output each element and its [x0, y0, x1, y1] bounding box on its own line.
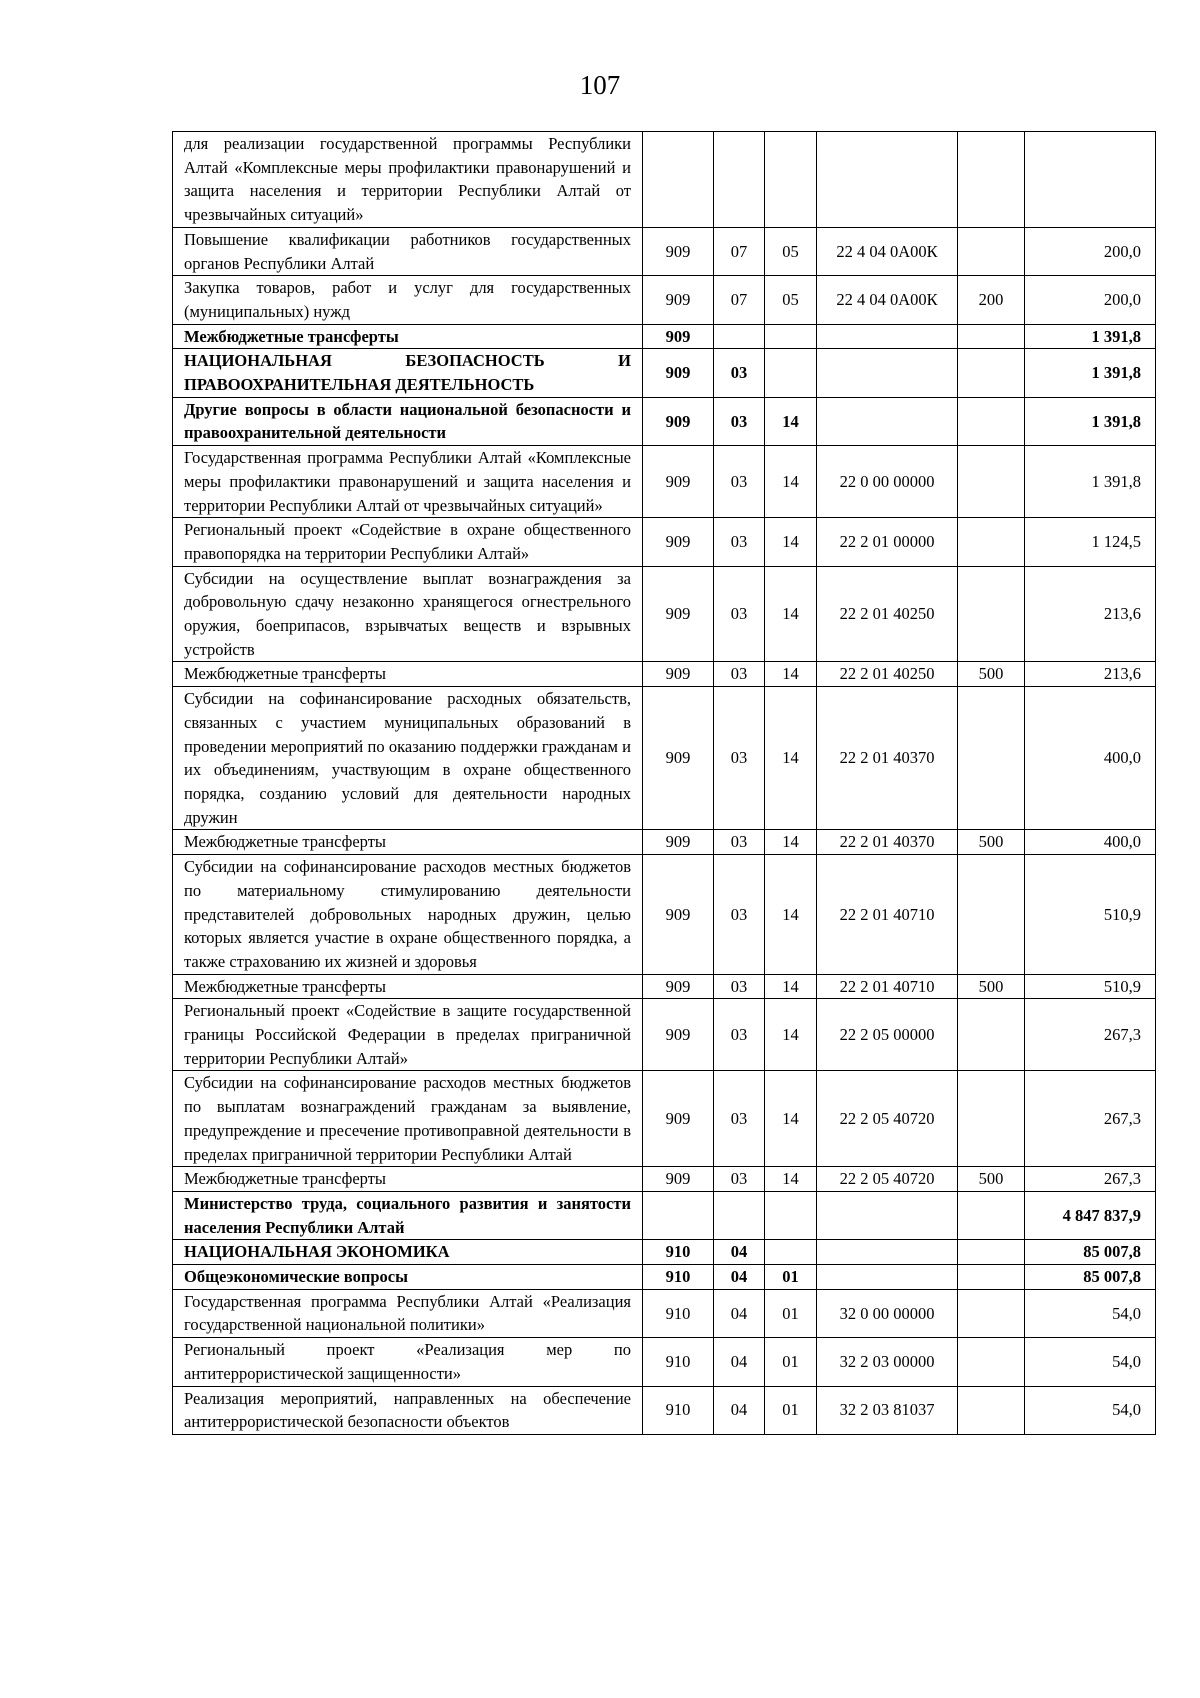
amount: 510,9: [1025, 855, 1156, 975]
target-article-code: 22 2 01 40370: [817, 687, 958, 830]
org-code: [643, 1191, 714, 1239]
amount: 267,3: [1025, 999, 1156, 1071]
target-article-code: 22 4 04 0А00К: [817, 227, 958, 275]
subsection-code: 14: [765, 855, 817, 975]
expense-type-code: [958, 324, 1025, 349]
amount: 1 391,8: [1025, 446, 1156, 518]
amount: 510,9: [1025, 974, 1156, 999]
expense-type-code: [958, 446, 1025, 518]
table-row: [173, 132, 1156, 228]
org-code: 910: [643, 1265, 714, 1290]
subsection-code: 14: [765, 662, 817, 687]
budget-table: [172, 131, 1156, 1435]
table-row: [173, 276, 1156, 324]
table-row: [173, 1071, 1156, 1167]
table-row: [173, 1191, 1156, 1239]
org-code: 909: [643, 397, 714, 445]
org-code: 909: [643, 276, 714, 324]
subsection-code: 14: [765, 397, 817, 445]
subsection-code: 14: [765, 1071, 817, 1167]
subsection-code: 01: [765, 1265, 817, 1290]
expense-type-code: [958, 518, 1025, 566]
row-description: Региональный проект «Содействие в охране общественного правопорядка на территории Республики Алтай»: [173, 518, 643, 566]
org-code: 910: [643, 1386, 714, 1434]
subsection-code: 14: [765, 974, 817, 999]
amount: 54,0: [1025, 1289, 1156, 1337]
row-description: для реализации государственной программы Республики Алтай «Комплексные меры профилактики правонарушений и защита населения и территории Республики Алтай от чрезвычайных ситуаций»: [173, 132, 643, 228]
subsection-code: [765, 1240, 817, 1265]
section-code: 03: [714, 446, 765, 518]
table-row: [173, 1240, 1156, 1265]
expense-type-code: [958, 999, 1025, 1071]
table-row: [173, 324, 1156, 349]
section-code: 03: [714, 1071, 765, 1167]
org-code: 909: [643, 1071, 714, 1167]
amount: 213,6: [1025, 662, 1156, 687]
section-code: 04: [714, 1265, 765, 1290]
table-row: [173, 1265, 1156, 1290]
section-code: 07: [714, 276, 765, 324]
section-code: 03: [714, 999, 765, 1071]
amount: 267,3: [1025, 1167, 1156, 1192]
org-code: 910: [643, 1338, 714, 1386]
expense-type-code: [958, 1289, 1025, 1337]
row-description: Межбюджетные трансферты: [173, 830, 643, 855]
target-article-code: 32 2 03 81037: [817, 1386, 958, 1434]
org-code: 909: [643, 566, 714, 662]
amount: 200,0: [1025, 227, 1156, 275]
table-row: [173, 855, 1156, 975]
section-code: 03: [714, 1167, 765, 1192]
target-article-code: 22 2 01 00000: [817, 518, 958, 566]
subsection-code: 14: [765, 566, 817, 662]
expense-type-code: [958, 132, 1025, 228]
table-row: [173, 349, 1156, 397]
org-code: 909: [643, 999, 714, 1071]
subsection-code: 14: [765, 446, 817, 518]
table-row: [173, 662, 1156, 687]
expense-type-code: [958, 349, 1025, 397]
org-code: [643, 132, 714, 228]
row-description: Субсидии на осуществление выплат вознаграждения за добровольную сдачу незаконно хранящегося огнестрельного оружия, боеприпасов, взрывчатых веществ и взрывных устройств: [173, 566, 643, 662]
target-article-code: 32 0 00 00000: [817, 1289, 958, 1337]
section-code: 03: [714, 397, 765, 445]
table-row: [173, 999, 1156, 1071]
expense-type-code: [958, 227, 1025, 275]
section-code: 03: [714, 518, 765, 566]
amount: 85 007,8: [1025, 1265, 1156, 1290]
subsection-code: 05: [765, 227, 817, 275]
target-article-code: [817, 1191, 958, 1239]
subsection-code: 01: [765, 1386, 817, 1434]
row-description: Межбюджетные трансферты: [173, 1167, 643, 1192]
table-row: [173, 1386, 1156, 1434]
table-row: [173, 227, 1156, 275]
row-description: Региональный проект «Содействие в защите государственной границы Российской Федерации в пределах приграничной территории Республики Алтай»: [173, 999, 643, 1071]
section-code: 04: [714, 1338, 765, 1386]
target-article-code: 22 2 05 40720: [817, 1071, 958, 1167]
amount: 1 391,8: [1025, 349, 1156, 397]
amount: [1025, 132, 1156, 228]
expense-type-code: [958, 1338, 1025, 1386]
row-description: Министерство труда, социального развития и занятости населения Республики Алтай: [173, 1191, 643, 1239]
org-code: 909: [643, 227, 714, 275]
amount: 4 847 837,9: [1025, 1191, 1156, 1239]
org-code: 909: [643, 446, 714, 518]
table-row: [173, 830, 1156, 855]
section-code: 04: [714, 1289, 765, 1337]
target-article-code: 22 2 05 00000: [817, 999, 958, 1071]
section-code: 04: [714, 1386, 765, 1434]
target-article-code: [817, 349, 958, 397]
org-code: 909: [643, 687, 714, 830]
section-code: 03: [714, 566, 765, 662]
target-article-code: [817, 1265, 958, 1290]
amount: 200,0: [1025, 276, 1156, 324]
section-code: [714, 324, 765, 349]
table-row: [173, 1289, 1156, 1337]
section-code: [714, 1191, 765, 1239]
section-code: [714, 132, 765, 228]
target-article-code: 22 2 05 40720: [817, 1167, 958, 1192]
section-code: 03: [714, 830, 765, 855]
org-code: 909: [643, 830, 714, 855]
section-code: 03: [714, 974, 765, 999]
table-row: [173, 1338, 1156, 1386]
target-article-code: [817, 132, 958, 228]
row-description: Субсидии на софинансирование расходов местных бюджетов по материальному стимулированию деятельности представителей добровольных народных дружин, целью которых является участие в охране общественного порядка, а также страхованию их жизней и здоровья: [173, 855, 643, 975]
subsection-code: 14: [765, 1167, 817, 1192]
section-code: 03: [714, 687, 765, 830]
row-description: Реализация мероприятий, направленных на обеспечение антитеррористической безопасности объектов: [173, 1386, 643, 1434]
org-code: 909: [643, 518, 714, 566]
row-description: Государственная программа Республики Алтай «Реализация государственной национальной политики»: [173, 1289, 643, 1337]
target-article-code: 22 2 01 40250: [817, 566, 958, 662]
amount: 267,3: [1025, 1071, 1156, 1167]
table-row: [173, 397, 1156, 445]
expense-type-code: 500: [958, 1167, 1025, 1192]
amount: 85 007,8: [1025, 1240, 1156, 1265]
expense-type-code: [958, 1265, 1025, 1290]
expense-type-code: 500: [958, 662, 1025, 687]
org-code: 910: [643, 1240, 714, 1265]
row-description: Закупка товаров, работ и услуг для государственных (муниципальных) нужд: [173, 276, 643, 324]
target-article-code: [817, 397, 958, 445]
org-code: 910: [643, 1289, 714, 1337]
subsection-code: 14: [765, 999, 817, 1071]
row-description: Региональный проект «Реализация мер по антитеррористической защищенности»: [173, 1338, 643, 1386]
row-description: НАЦИОНАЛЬНАЯ ЭКОНОМИКА: [173, 1240, 643, 1265]
row-description: Субсидии на софинансирование расходных обязательств, связанных с участием муниципальных образований в проведении мероприятий по оказанию поддержки гражданам и их объединениям, участвующим в охране общественного порядка, созданию условий для деятельности народных дружин: [173, 687, 643, 830]
subsection-code: 05: [765, 276, 817, 324]
amount: 400,0: [1025, 830, 1156, 855]
row-description: Межбюджетные трансферты: [173, 662, 643, 687]
expense-type-code: [958, 1071, 1025, 1167]
row-description: Повышение квалификации работников государственных органов Республики Алтай: [173, 227, 643, 275]
table-row: [173, 566, 1156, 662]
amount: 1 391,8: [1025, 397, 1156, 445]
budget-table-body: [173, 132, 1156, 1435]
expense-type-code: [958, 397, 1025, 445]
target-article-code: [817, 1240, 958, 1265]
table-row: [173, 446, 1156, 518]
subsection-code: 14: [765, 687, 817, 830]
table-row: [173, 974, 1156, 999]
amount: 213,6: [1025, 566, 1156, 662]
amount: 54,0: [1025, 1338, 1156, 1386]
expense-type-code: [958, 1191, 1025, 1239]
expense-type-code: [958, 855, 1025, 975]
section-code: 03: [714, 855, 765, 975]
org-code: 909: [643, 662, 714, 687]
amount: 1 391,8: [1025, 324, 1156, 349]
target-article-code: 22 0 00 00000: [817, 446, 958, 518]
expense-type-code: 500: [958, 830, 1025, 855]
section-code: 07: [714, 227, 765, 275]
table-row: [173, 518, 1156, 566]
target-article-code: 22 2 01 40370: [817, 830, 958, 855]
row-description: Общеэкономические вопросы: [173, 1265, 643, 1290]
target-article-code: 32 2 03 00000: [817, 1338, 958, 1386]
subsection-code: 14: [765, 830, 817, 855]
target-article-code: [817, 324, 958, 349]
page-number: 107: [579, 70, 621, 100]
section-code: 03: [714, 349, 765, 397]
subsection-code: 14: [765, 518, 817, 566]
target-article-code: 22 4 04 0А00К: [817, 276, 958, 324]
row-description: Субсидии на софинансирование расходов местных бюджетов по выплатам вознаграждений гражданам за выявление, предупреждение и пресечение противоправной деятельности в пределах приграничной территории Республики Алтай: [173, 1071, 643, 1167]
row-description: НАЦИОНАЛЬНАЯ БЕЗОПАСНОСТЬ И ПРАВООХРАНИТЕЛЬНАЯ ДЕЯТЕЛЬНОСТЬ: [173, 349, 643, 397]
org-code: 909: [643, 1167, 714, 1192]
expense-type-code: 500: [958, 974, 1025, 999]
amount: 54,0: [1025, 1386, 1156, 1434]
org-code: 909: [643, 855, 714, 975]
target-article-code: 22 2 01 40250: [817, 662, 958, 687]
row-description: Другие вопросы в области национальной безопасности и правоохранительной деятельности: [173, 397, 643, 445]
expense-type-code: 200: [958, 276, 1025, 324]
amount: 1 124,5: [1025, 518, 1156, 566]
subsection-code: [765, 132, 817, 228]
row-description: Межбюджетные трансферты: [173, 974, 643, 999]
subsection-code: 01: [765, 1289, 817, 1337]
expense-type-code: [958, 1240, 1025, 1265]
subsection-code: [765, 1191, 817, 1239]
table-row: [173, 1167, 1156, 1192]
row-description: Межбюджетные трансферты: [173, 324, 643, 349]
table-row: [173, 687, 1156, 830]
subsection-code: [765, 349, 817, 397]
amount: 400,0: [1025, 687, 1156, 830]
org-code: 909: [643, 974, 714, 999]
org-code: 909: [643, 349, 714, 397]
target-article-code: 22 2 01 40710: [817, 974, 958, 999]
org-code: 909: [643, 324, 714, 349]
expense-type-code: [958, 687, 1025, 830]
section-code: 03: [714, 662, 765, 687]
target-article-code: 22 2 01 40710: [817, 855, 958, 975]
section-code: 04: [714, 1240, 765, 1265]
expense-type-code: [958, 1386, 1025, 1434]
expense-type-code: [958, 566, 1025, 662]
row-description: Государственная программа Республики Алтай «Комплексные меры профилактики правонарушений и защита населения и территории Республики Алтай от чрезвычайных ситуаций»: [173, 446, 643, 518]
subsection-code: [765, 324, 817, 349]
subsection-code: 01: [765, 1338, 817, 1386]
